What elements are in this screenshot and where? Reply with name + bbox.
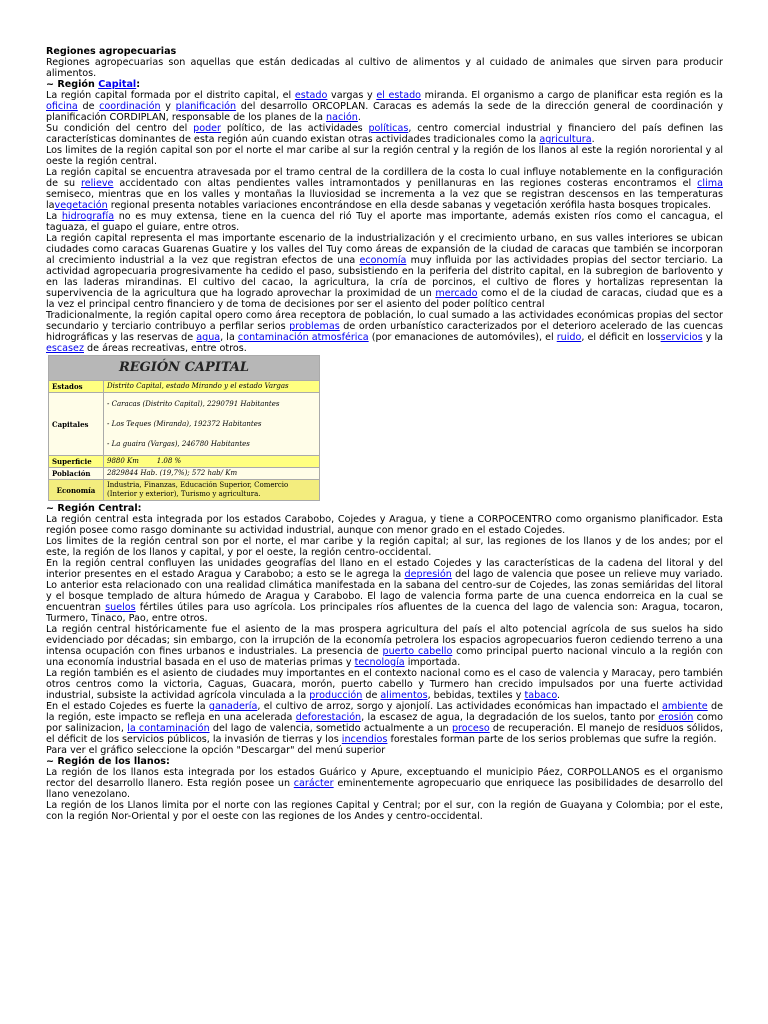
economia-value: Industria, Finanzas, Educación Superior, Comercio (Interior y exterior), Turismo y agricultura.: [104, 480, 320, 501]
paragraph: [46, 668, 723, 701]
table-title: REGIÓN CAPITAL: [49, 356, 320, 381]
text-run: , la escasez de agua, la degradación de los suelos, tanto por: [361, 712, 659, 723]
document-title: Regiones agropecuarias: [46, 46, 177, 57]
inline-link[interactable]: escasez: [46, 343, 84, 354]
text-run: y la: [702, 332, 723, 343]
paragraph: [46, 536, 723, 558]
text-run: (por emanaciones de automóviles), el: [368, 332, 557, 343]
paragraph: [46, 167, 723, 211]
estados-label: Estados: [49, 381, 104, 393]
text-run: La región central históricamente fue el asiento de la mas prospera agricultura del país el alto potencial agrícola de sus suelos ha sido evidenciado por décadas; sin embargo, con la irrupción de la economía petrolera los espacios agropecuarios fueron cediendo terreno a una intensa ocupación con fines urbanos e industriales. La presencia de: [46, 624, 723, 657]
text-run: , el déficit en los: [581, 332, 661, 343]
capitales-label: Capitales: [49, 393, 104, 456]
economia-label: Economía: [49, 480, 104, 501]
paragraph: [46, 90, 723, 123]
inline-link[interactable]: ambiente: [662, 701, 708, 712]
inline-link[interactable]: producción: [309, 690, 363, 701]
text-run: En el estado Cojedes es fuerte la: [46, 701, 209, 712]
section-heading-capital: [46, 79, 723, 90]
region-capital-table: [48, 355, 320, 501]
text-run: como el de la ciudad de caracas, ciudad que es a la vez el principal centro financiero y de toma de decisiones por ser el asiento del poder político central: [46, 288, 723, 310]
capital-city: - La guaira (Vargas), 246780 Habitantes: [107, 440, 250, 448]
poblacion-value: 2829844 Hab. (19,7%); 572 hab/ Km: [104, 468, 320, 480]
paragraph: [46, 624, 723, 668]
inline-link[interactable]: tabaco: [524, 690, 558, 701]
superficie-value: 9880 Km 1.08 %: [104, 456, 320, 468]
text-run: y: [160, 101, 176, 112]
paragraph: [46, 211, 723, 233]
text-run: semiseco, mientras que en los valles y montañas la lluviosidad se incrementa a la vez que se registran descensos en las temperaturas la: [46, 189, 723, 211]
inline-link[interactable]: agua: [196, 332, 221, 343]
paragraph: [46, 514, 723, 536]
text-run: accidentado con altas pendientes valles intramontados y penillanuras en las regiones costeras encontramos el: [113, 178, 698, 189]
text-run: .: [591, 134, 595, 145]
text-run: La región también es el asiento de ciudades muy importantes en el contexto nacional como es el caso de valencia y Maracay, pero también otros centros como la victoria, Caguas, Guacara, morón, puerto cabello y Turmero han crecido impulsados por una fuerte actividad industrial, subsiste la actividad agrícola vinculada a la: [46, 668, 723, 701]
text-run: eminentemente agropecuario que enriquece las posibilidades de desarrollo del llano venezolano.: [46, 778, 723, 800]
paragraph: [46, 233, 723, 310]
text-run: La región capital formada por el distrito capital, el: [46, 90, 295, 101]
superficie-label: Superficie: [49, 456, 104, 468]
document-page: [46, 46, 723, 822]
poblacion-label: Población: [49, 468, 104, 480]
paragraph: [46, 745, 723, 756]
inline-link[interactable]: políticas: [368, 123, 409, 134]
inline-link[interactable]: economía: [359, 255, 407, 266]
inline-link[interactable]: relieve: [81, 178, 114, 189]
text-run: regional presenta notables variaciones encontrándose en ella desde sabanas y vegetación xerófila hasta bosques tropicales.: [107, 200, 712, 211]
capital-city: - Caracas (Distrito Capital), 2290791 Habitantes: [107, 400, 280, 408]
text-run: de: [77, 101, 100, 112]
inline-link[interactable]: hidrografía: [61, 211, 115, 222]
inline-link[interactable]: contaminación atmosférica: [237, 332, 369, 343]
inline-link[interactable]: mercado: [435, 288, 478, 299]
inline-link[interactable]: depresión: [404, 569, 452, 580]
text-run: no es muy extensa, tiene en la cuenca del rió Tuy el aporte mas importante, además existen ríos como el cancagua, el taguaza, el guapo el guiare, entre otros.: [46, 211, 723, 233]
text-run: de la región, este impacto se refleja en una acelerada: [46, 701, 723, 723]
text-run: Su condición del centro del: [46, 123, 194, 134]
text-run: miranda. El organismo a cargo de planificar esta región es la: [421, 90, 723, 101]
text-run: como principal puerto nacional vinculo a la región con una economía industrial basada en el uso de materias primas y: [46, 646, 723, 668]
text-run: importada.: [404, 657, 461, 668]
estados-value: Distrito Capital, estado Mirando y el estado Vargas: [104, 381, 320, 393]
inline-link[interactable]: clima: [697, 178, 723, 189]
text-run: , bebidas, textiles y: [427, 690, 525, 701]
text-run: como por salinizacion,: [46, 712, 723, 734]
heading-suffix: :: [136, 79, 141, 90]
inline-link[interactable]: agricultura: [539, 134, 592, 145]
text-run: Para ver el gráfico seleccione la opción "Descargar" del menú superior: [46, 745, 386, 756]
inline-link[interactable]: la contaminación: [127, 723, 210, 734]
capitales-value: [104, 393, 320, 456]
inline-link[interactable]: servicios: [660, 332, 703, 343]
paragraph: [46, 767, 723, 800]
inline-link[interactable]: tecnología: [354, 657, 405, 668]
text-run: de: [362, 690, 381, 701]
text-run: , centro comercial industrial y financiero del país definen las características dominantes de esta región aún cuando existan otras actividades tradicionales como la: [46, 123, 724, 145]
intro-paragraph: Regiones agropecuarias son aquellas que están dedicadas al cultivo de alimentos y al cuidado de animales que sirven para producir alimentos.: [46, 57, 723, 79]
text-run: .: [357, 112, 361, 123]
text-run: del desarrollo ORCOPLAN. Caracas es además la sede de la dirección general de coordinación y planificación CORDIPLAN, responsable de los planes de la: [46, 101, 723, 123]
text-run: del lago de valencia, sometido actualmente a un: [209, 723, 452, 734]
inline-link[interactable]: oficina: [46, 101, 78, 112]
text-run: La región de los Llanos limita por el norte con las regiones Capital y Central; por el sur, con la región de Guayana y Colombia; por el este, con la región Nor-Oriental y por el oeste con las regiones de los Andes y centro-occidental.: [46, 800, 723, 822]
text-run: .: [557, 690, 561, 701]
inline-link[interactable]: suelos: [105, 602, 136, 613]
inline-link[interactable]: proceso: [451, 723, 490, 734]
text-run: de orden urbanístico caracterizados por el deterioro acelerado de las cuencas hidrográficas y las reservas de: [46, 321, 724, 343]
text-run: Los limites de la región central son por el norte, el mar caribe y la región capital; al sur, las regiones de los llanos y de los andes; por el este, la región de los llanos y capital, y por el oeste, la región centro-occidental.: [46, 536, 723, 558]
paragraph: [46, 800, 723, 822]
text-run: Los limites de la región capital son por el norte el mar caribe al sur la región central y la región de los llanos al este la región nororiental y al oeste la región central.: [46, 145, 723, 167]
text-run: Tradicionalmente, la región capital opero como área receptora de población, lo cual sumado a las actividades económicas propias del sector secundario y terciario contribuyo a perfilar serios: [46, 310, 723, 332]
heading-prefix: ~ Región: [46, 79, 99, 90]
paragraph: [46, 701, 723, 745]
text-run: forestales forman parte de los serios problemas que sufre la región.: [387, 734, 717, 745]
text-run: La región capital se encuentra atravesada por el tramo central de la cordillera de la costa lo cual influye notablemente en la configuración de su: [46, 167, 723, 189]
section-heading-llanos: ~ Región de los llanos:: [46, 756, 170, 767]
text-run: de áreas recreativas, entre otros.: [84, 343, 247, 354]
inline-link[interactable]: poder: [193, 123, 222, 134]
inline-link[interactable]: estado: [294, 90, 328, 101]
inline-link[interactable]: ganadería: [208, 701, 258, 712]
inline-link[interactable]: el estado: [376, 90, 422, 101]
paragraph: [46, 558, 723, 624]
capital-city: - Los Teques (Miranda), 192372 Habitantes: [107, 420, 262, 428]
inline-link[interactable]: deforestación: [295, 712, 362, 723]
text-run: En la región central confluyen las unidades geografías del llano en el estado Cojedes y las características de la cadena del litoral y del interior presentes en el estado Aragua y Carabobo; a esto se le agrega la: [46, 558, 723, 580]
inline-link[interactable]: carácter: [293, 778, 334, 789]
paragraph: [46, 123, 723, 145]
text-run: La región de los llanos esta integrada por los estados Guárico y Apure, exceptuando el municipio Páez, CORPOLLANOS es el organismo rector del desarrollo llanero. Esta región posee un: [46, 767, 723, 789]
text-run: fértiles útiles para uso agrícola. Los principales ríos afluentes de la cuenca del lago de valencia son: Aragua, tocaron, Turmero, Tinaco, Pao, entre otros.: [46, 602, 723, 624]
text-run: , el cultivo de arroz, sorgo y ajonjolí. Las actividades económicas han impactado el: [257, 701, 663, 712]
inline-link[interactable]: puerto cabello: [382, 646, 453, 657]
text-run: , la: [220, 332, 238, 343]
text-run: muy influida por las actividades propias del sector terciario. La actividad agropecuaria progresivamente ha cedido el paso, subsistiendo en la periferia del distrito capital, en la subregion de barlovento y en las laderas mirandinas. El cultivo del cacao, la agricultura, la cría de porcinos, el cultivo de flores y hortalizas representan la supervivencia de la agricultura que ha logrado aprovechar la proximidad de un: [46, 255, 724, 299]
capital-link[interactable]: Capital: [98, 79, 137, 90]
inline-link[interactable]: planificación: [175, 101, 237, 112]
text-run: La región central esta integrada por los estados Carabobo, Cojedes y Aragua, y tiene a CORPOCENTRO como organismo planificador. Esta región posee como rasgo dominante su actividad industrial, aunque con menor grado en el estado Cojedes.: [46, 514, 723, 536]
inline-link[interactable]: coordinación: [99, 101, 161, 112]
inline-link[interactable]: problemas: [289, 321, 340, 332]
paragraph: [46, 310, 723, 354]
inline-link[interactable]: ruido: [556, 332, 582, 343]
text-run: La región capital representa el mas importante escenario de la industrialización y el crecimiento urbano, en sus valles interiores se ubican ciudades como caracas Guarenas Guatire y los valles del Tuy como áreas de expansión de la ciudad de caracas que también se incorporan al crecimiento industrial a la vez que registran efectos de una: [46, 233, 723, 266]
section-heading-central: ~ Región Central:: [46, 503, 142, 514]
inline-link[interactable]: alimentos: [380, 690, 428, 701]
inline-link[interactable]: incendios: [341, 734, 388, 745]
text-run: de recuperación. El manejo de residuos sólidos, el déficit de los servicios públicos, la invasión de tierras y los: [46, 723, 723, 745]
paragraph: [46, 145, 723, 167]
inline-link[interactable]: vegetación: [54, 200, 108, 211]
text-run: vargas y: [327, 90, 377, 101]
text-run: del lago de valencia que posee un relieve muy variado. Lo anterior esta relacionado con una realidad climática manifestada en la sabana del centro-sur de Cojedes, las zonas semiáridas del litoral y el bosque templado de altura húmedo de Aragua y Carabobo. El lago de valencia forma parte de una cuenca endorreica en la cual se encuentran: [46, 569, 723, 613]
text-run: La: [46, 211, 62, 222]
inline-link[interactable]: erosión: [658, 712, 694, 723]
text-run: político, de las actividades: [221, 123, 369, 134]
inline-link[interactable]: nación: [326, 112, 358, 123]
